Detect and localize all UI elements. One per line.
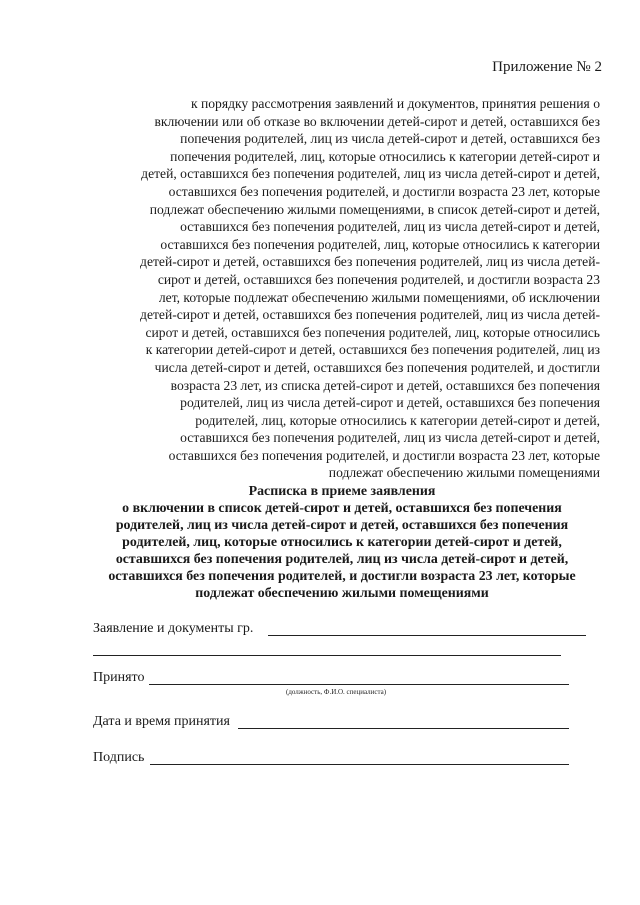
receipt-heading-line: подлежат обеспечению жилыми помещениями xyxy=(195,586,489,601)
preamble-line: попечения родителей, лиц из числа детей-сирот и детей, оставшихся без xyxy=(180,131,600,147)
preamble-line: детей-сирот и детей, оставшихся без попечения родителей, лиц из числа детей- xyxy=(140,254,600,270)
documents-input-line[interactable] xyxy=(268,635,586,636)
preamble-line: включении или об отказе во включении детей-сирот и детей, оставшихся без xyxy=(154,113,600,129)
preamble-line: оставшихся без попечения родителей, лиц из числа детей-сирот и детей, xyxy=(180,219,600,235)
preamble-line: родителей, лиц из числа детей-сирот и детей, оставшихся без попечения xyxy=(180,395,600,411)
receipt-heading-line: родителей, лиц, которые относились к категории детей-сирот и детей, xyxy=(122,535,562,550)
accepted-label: Принято xyxy=(93,670,145,685)
preamble-line: числа детей-сирот и детей, оставшихся без попечения родителей, и достигли xyxy=(154,359,600,375)
documents-label: Заявление и документы гр. xyxy=(93,621,254,636)
receipt-heading-line: оставшихся без попечения родителей, лиц из числа детей-сирот и детей, xyxy=(115,552,569,567)
accepted-input-line[interactable] xyxy=(149,684,569,685)
appendix-title: Приложение № 2 xyxy=(492,59,602,75)
datetime-input-line[interactable] xyxy=(238,728,569,729)
preamble-line: родителей, лиц, которые относились к категории детей-сирот и детей, xyxy=(195,412,600,428)
preamble-line: сирот и детей, оставшихся без попечения родителей, лиц, которые относились xyxy=(145,324,600,340)
accepted-field xyxy=(93,670,144,686)
datetime-field xyxy=(93,714,230,730)
receipt-heading-line: о включении в список детей-сирот и детей, оставшихся без попечения xyxy=(122,501,562,516)
preamble-line: оставшихся без попечения родителей, и достигли возраста 23 лет, которые xyxy=(168,447,600,463)
receipt-title: Расписка в приеме заявления xyxy=(248,484,436,499)
preamble-line: подлежат обеспечению жилыми помещениями, в список детей-сирот и детей, xyxy=(149,201,600,217)
preamble-line: попечения родителей, лиц, которые относились к категории детей-сирот и xyxy=(170,148,600,164)
preamble-line: подлежат обеспечению жилыми помещениями xyxy=(328,465,600,481)
preamble-line: оставшихся без попечения родителей, лиц, которые относились к категории xyxy=(160,236,600,252)
receipt-heading-line: оставшихся без попечения родителей, и достигли возраста 23 лет, которые xyxy=(108,569,576,584)
preamble-line: детей, оставшихся без попечения родителей, лиц из числа детей-сирот и детей, xyxy=(141,166,600,182)
preamble-text xyxy=(80,95,600,482)
signature-input-line[interactable] xyxy=(150,764,569,765)
preamble-line: возраста 23 лет, из списка детей-сирот и детей, оставшихся без попечения xyxy=(170,377,600,393)
preamble-line: детей-сирот и детей, оставшихся без попечения родителей, лиц из числа детей- xyxy=(140,307,600,323)
preamble-line: к категории детей-сирот и детей, оставшихся без попечения родителей, лиц из xyxy=(145,342,600,358)
preamble-line: сирот и детей, оставшихся без попечения родителей, и достигли возраста 23 xyxy=(157,271,600,287)
preamble-line: к порядку рассмотрения заявлений и документов, принятия решения о xyxy=(190,96,600,111)
documents-continuation-line[interactable] xyxy=(93,655,561,656)
documents-field xyxy=(93,621,253,637)
preamble-line: оставшихся без попечения родителей, лиц из числа детей-сирот и детей, xyxy=(180,430,600,446)
preamble-line: оставшихся без попечения родителей, и достигли возраста 23 лет, которые xyxy=(168,183,600,199)
accepted-hint: (должность, Ф.И.О. специалиста) xyxy=(286,688,387,696)
signature-field xyxy=(93,750,144,766)
signature-label: Подпись xyxy=(93,750,145,765)
datetime-label: Дата и время принятия xyxy=(93,714,230,729)
receipt-heading xyxy=(75,483,609,602)
preamble-line: лет, которые подлежат обеспечению жилыми помещениями, об исключении xyxy=(158,289,600,305)
receipt-heading-line: родителей, лиц из числа детей-сирот и детей, оставшихся без попечения xyxy=(115,518,569,533)
